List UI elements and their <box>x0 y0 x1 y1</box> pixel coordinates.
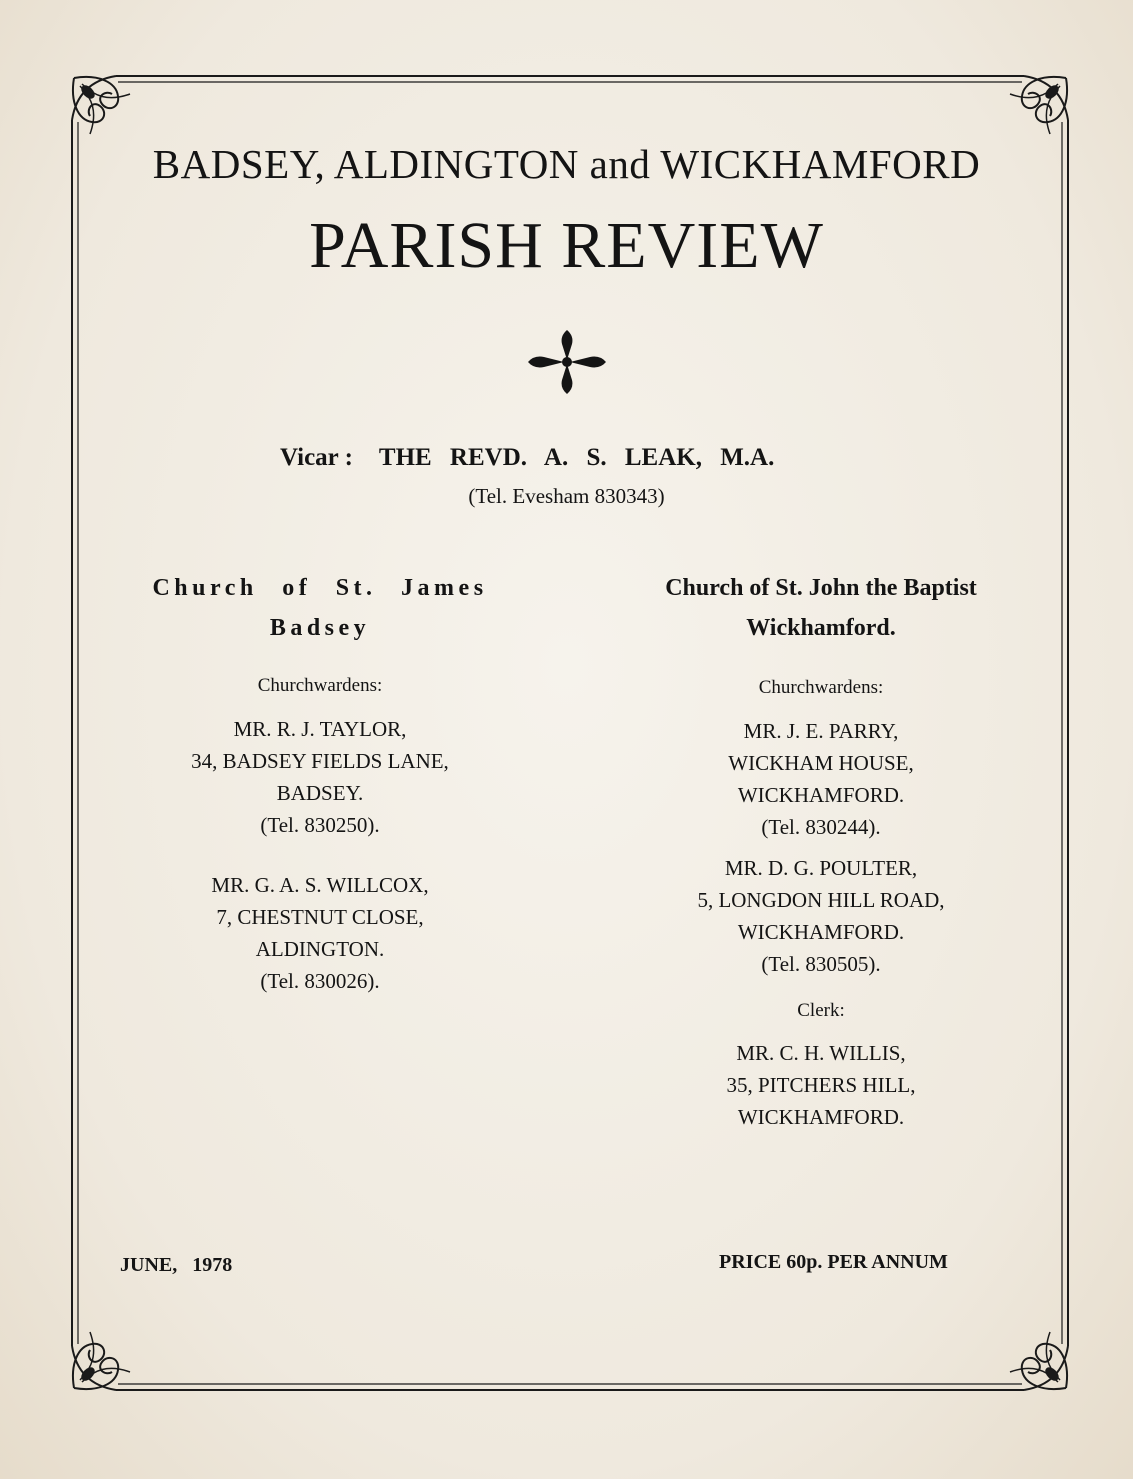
issue-date: JUNE, 1978 <box>120 1254 233 1276</box>
clerk-name: MR. C. H. WILLIS, <box>736 1041 906 1065</box>
warden-address-line: BADSEY. <box>276 781 364 805</box>
vicar-label: Vicar : <box>280 444 353 471</box>
cross-pattee-icon <box>528 330 606 399</box>
page-title: PARISH REVIEW <box>309 209 824 282</box>
warden-address-line: WICKHAM HOUSE, <box>728 751 914 775</box>
warden-name: MR. R. J. TAYLOR, <box>233 717 407 741</box>
vicar-name: THE REVD. A. S. LEAK, M.A. <box>378 444 775 471</box>
right-churchwardens-label: Churchwardens: <box>758 677 884 698</box>
price: PRICE 60p. PER ANNUM <box>719 1251 948 1273</box>
warden-address-line: WICKHAMFORD. <box>737 920 905 944</box>
right-church-name: Church of St. John the Baptist <box>665 575 977 601</box>
title-parishes: BADSEY, ALDINGTON and WICKHAMFORD <box>152 141 981 187</box>
left-warden-2 <box>120 869 520 997</box>
clerk-label: Clerk: <box>797 1000 845 1021</box>
right-warden-2 <box>620 852 1022 980</box>
warden-telephone: (Tel. 830026). <box>260 969 380 993</box>
warden-address-line: WICKHAMFORD. <box>737 783 905 807</box>
vicar-line <box>280 444 774 472</box>
clerk-entry <box>620 1037 1022 1133</box>
left-warden-1 <box>120 713 520 841</box>
warden-name: MR. G. A. S. WILLCOX, <box>211 873 429 897</box>
warden-address-line: 7, CHESTNUT CLOSE, <box>216 905 424 929</box>
warden-name: MR. D. G. POULTER, <box>724 856 918 880</box>
warden-address-line: 34, BADSEY FIELDS LANE, <box>191 749 449 773</box>
clerk-address-line: WICKHAMFORD. <box>737 1105 905 1129</box>
warden-telephone: (Tel. 830505). <box>761 952 881 976</box>
clerk-address-line: 35, PITCHERS HILL, <box>726 1073 916 1097</box>
right-warden-1 <box>620 715 1022 843</box>
left-church-place: Badsey <box>269 615 371 641</box>
vicar-telephone: (Tel. Evesham 830343) <box>468 484 665 508</box>
warden-address-line: ALDINGTON. <box>255 937 385 961</box>
left-church-name: Church of St. James <box>152 575 488 601</box>
warden-telephone: (Tel. 830244). <box>761 815 881 839</box>
right-church-place: Wickhamford. <box>746 615 896 641</box>
left-churchwardens-label: Churchwardens: <box>257 675 383 696</box>
warden-address-line: 5, LONGDON HILL ROAD, <box>697 888 945 912</box>
warden-telephone: (Tel. 830250). <box>260 813 380 837</box>
warden-name: MR. J. E. PARRY, <box>743 719 899 743</box>
